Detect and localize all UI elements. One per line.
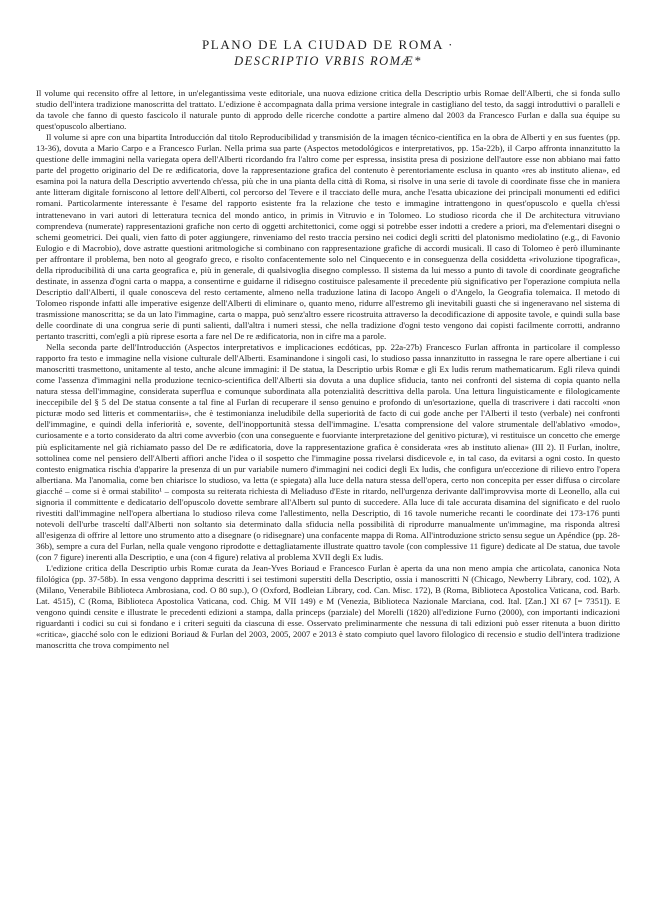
paragraph-1: Il volume qui recensito offre al lettore, in un'elegantissima veste editoriale, una nuova edizione critica della Descriptio urbis Romae dell'Alberti, che si fonda sullo studio dell'intera tradizione manoscritta del trattato. L'edizione è accompagnata dalla prima versione integrale in castigliano del testo, da saggi introduttivi o paralleli e da tavole che fanno di questo fascicolo il naturale punto di approdo delle ricerche condotte a partire almeno dal 2003 da Francesco Furlan e dalla sua équipe su quest'opuscolo albertiano. <box>36 88 620 132</box>
paragraph-4: L'edizione critica della Descriptio urbis Romæ curata da Jean-Yves Boriaud e Francesco Furlan è aperta da una non meno ampia che articolata, canonica Nota filológica (pp. 37-58b). In essa vengono dapprima descritti i sei testimoni superstiti della Descriptio, ossia i manoscritti N (Chicago, Newberry Library, cod. 102), A (Milano, Venerabile Biblioteca Ambrosiana, cod. O 80 sup.), O (Oxford, Bodleian Library, cod. Can. Misc. 172), B (Roma, Biblioteca Apostolica Vaticana, cod. Barb. Lat. 4515), C (Roma, Biblioteca Apostolica Vaticana, cod. Chig. M VII 149) e M (Venezia, Biblioteca Nazionale Marciana, cod. Ital. [Zan.] XI 67 [= 7351]). E vengono quindi censite e illustrate le precedenti edizioni a stampa, dalla princeps (parziale) del Morelli (1820) all'edizione Furno (2000), con importanti indicazioni riguardanti i codici su cui si fondano e i criteri seguiti da ciascuna di esse. Osservato preliminarmente che nessuna di tali edizioni può esser ritenuta a buon diritto «critica», giacché solo con le edizioni Boriaud & Furlan del 2003, 2005, 2007 e 2013 è stato compiuto quel lavoro filologico di recensio e studio dell'intera tradizione manoscritta che trova compimento nel <box>36 563 620 651</box>
body-text <box>36 88 620 651</box>
page-title: PLANO DE LA CIUDAD DE ROMA · <box>201 37 455 52</box>
title-block <box>36 36 620 70</box>
paragraph-3: Nella seconda parte dell'Introducción (Aspectos interpretativos e implicaciones ecdóticas, pp. 22a-27b) Francesco Furlan affronta in particolare il complesso rapporto fra testo e immagine nella visione culturale dell'Alberti. Esaminandone i singoli casi, lo studioso passa innanzitutto in rassegna le rare opere albertiane i cui manoscritti trasmettono, unitamente al testo, anche alcune immagini: il De statua, la Descriptio urbis Romæ e gli Ex ludis rerum mathematicarum. Egli rileva quindi come l'assenza d'immagini nella produzione tecnico-scientifica dell'Alberti sia dovuta a una duplice sfiducia, tanto nei confronti del sistema di copia quanto nella natura stessa dell'immagine, considerata superflua e comunque subordinata alla potenzialità descrittiva della parola. Una lettura linguisticamente e filologicamente ineccepibile del § 5 del De statua consente a tal fine al Furlan di recuperare il senso genuino e profondo di un'esortazione, quella di trascrivere i dati raccolti «non picturæ modo sed litteris et commentariis», che è testimonianza ineludibile della superiorità de facto di cui gode anche per l'Alberti il testo (verbale) nei confronti dell'immagine, e quindi della inferiorità e, sovente, dell'inopportunità stessa dell'immagine. L'esatta comprensione del valore strumentale dell'ablativo «modo», curiosamente e a torto considerato da altri come avverbio (con una conseguente e fuorviante interpretazione del genitivo picturæ), vi restituisce un concetto che emerge più esplicitamente nel già richiamato passo del De re ædificatoria, dove la rappresentazione grafica è considerata «res ab instituto aliena» (III 2). Il Furlan, inoltre, sottolinea come nel pensiero dell'Alberti affiori anche l'idea o il sospetto che l'immagine possa rivelarsi disdicevole e, in tal caso, da evitarsi a ogni costo. In questo contesto enigmatica rischia d'apparire la presenza di un pur variabile numero d'immagini nei codici degli Ex ludis, che configura un'eccezione di rilievo entro l'opera albertiana. Ma l'anomalia, come ben chiarisce lo studioso, va letta (e spiegata) alla luce della natura stessa dell'opera, certo non concepita per esser diffusa o circolare giacché – come si è ormai stabilito¹ – composta su reiterata richiesta di Meliaduso d'Este in ritardo, nell'urgenza derivante dall'improvvisa morte di Leonello, alla cui signoria il committente e dedicatario dell'opuscolo dovette sembrare all'Albertι sul punto di succedere. Alla luce di tale accurata disamina del significato e del ruolo rivestiti dall'immagine nell'opera albertiana lo studioso rileva come l'allestimento, nella Descriptio, di 16 tavole numeriche recanti le coordinate dei 173-176 punti notevoli dell'urbe trasceltí dall'Alberti non soltanto sia determinato dalla sfiducia nella possibilità di riprodurre manualmente un'immagine, ma risponda altresì all'esigenza di offrire al lettore uno strumento atto a disegnare (o ridisegnare) una confacente mappa di Roma. All'introduzione stricto sensu segue un Apéndice (pp. 28-36b), sempre a cura del Furlan, nella quale vengono riprodotte e dettagliatamente illustrate quattro tavole (con complessive 11 figure) dedicate al De statua, due tavole (con 7 figure) inerenti alla Descriptio, e una (con 4 figure) relativa al problema XVII degli Ex ludis. <box>36 342 620 562</box>
page-subtitle: DESCRIPTIO VRBIS ROMÆ* <box>234 54 422 68</box>
paragraph-2: Il volume si apre con una bipartita Introducción dal titolo Reproducibilidad y transmisión de la imagen técnico-científica en la obra de Alberti y en sus fuentes (pp. 13-36), dovuta a Mario Carpo e a Francesco Furlan. Nella prima sua parte (Aspectos metodológicos e interpretativos, pp. 15a-22b), il Carpo affronta innanzitutto la questione delle immagini nella variegata opera dell'Alberti ricordando fra l'altro come per espressa, insistita presa di posizione dell'autore esse non abbiano mai fatto parte del progetto originario del De re ædificatoria, dove la rappresentazione grafica del contenuto è perentoriamente esclusa in quanto «res ab instituto aliena», ed esamina poi la natura della Descriptio avvertendo ch'essa, più che in una pianta della città di Roma, si risolve in una serie di tavole di coordinate fisse che in maniera ante litteram digitale forniscono al lettore dell'Alberti, col percorso del Tevere e il tracciato delle mura, anche l'esatta ubicazione dei principali monumenti ed edifici romani. Particolarmente interessante è l'esame del rapporto esistente fra la relazione che testo e immagine intrattengono in quest'opuscolo e quella ch'essi intrattenevano in vari autori di letteratura tecnica del mondo antico, in primis in Vitruvio e in Tolomeo. Lo studioso ricorda che il De architectura vitruviano comprendeva (numerate) rappresentazioni grafiche non certo di oggetti architettonici, come oggi si potrebbe esser indotti a credere a priori, ma d'elementari disegni o schemi geometrici. Dei quali, vien fatto di poter aggiungere, rinveniamo del resto traccia persino nei codici degli scritti del platonismo mediolatino (e.g., di Favonio Eulogio e di Macrobio), dove astratte questioni aritmologiche si combinano con rappresentazione grafiche di accordi musicali. Il caso di Tolomeo è però illuminante per affrontare il problema, ben noto al geografo greco, e risolto confacentemente solo nel Cinquecento e in conseguenza della cosiddetta «rivoluzione tipografica», della riproducibilità di una carta geografica e, più in generale, di qualsivoglia disegno complesso. Il sistema da lui messo a punto di tavole di coordinate geografiche destinate, in assenza d'ogni carta o mappa, a consentirne e guidarne il ridisegno costituisce palesamente il precedente più significativo per l'operazione compiuta nella Descriptio dall'Alberti, il quale conosceva del resto certamente, almeno nella traduzione latina di Iacopo Angeli o d'Angelo, la Geografia tolemaica. Il metodo di Tolomeo risponde infatti alle imperative esigenze dell'Alberti di eliminare o, quanto meno, ridurre all'estremo gli inevitabili guasti che si ingeneravano nel sistema di trasmissione manoscritta; se da un lato l'immagine, carta o mappa, può senz'altro essere ricostruita attraverso la decodificazione di apposite tavole, e quindi sulla base delle coordinate di una congrua serie di punti salienti, dall'altra i numeri stessi, che nella tradizione d'ogni testo vengono dai copisti facilmente corrotti, andranno pertanto trascritti, com'egli a più riprese esorta a fare nel De re ædificatoria, non in cifre ma a parole. <box>36 132 620 342</box>
